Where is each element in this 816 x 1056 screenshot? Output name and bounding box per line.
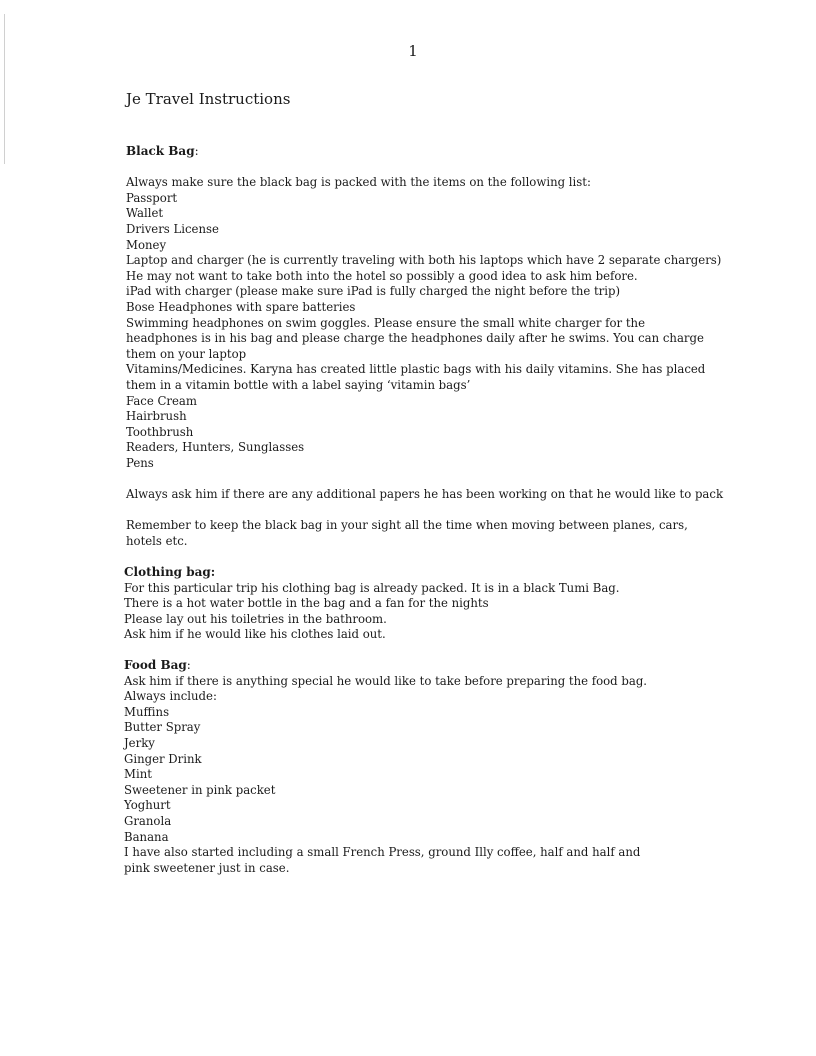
list-item: Ginger Drink	[124, 751, 202, 766]
list-item: Passport	[126, 190, 178, 205]
list-item: Bose Headphones with spare batteries	[126, 299, 356, 314]
list-item: Mint	[124, 767, 152, 782]
list-item: Swimming headphones on swim goggles. Please ensure the small white charger for the headphones is in his bag and please charge the headphones daily after he swims. You can charge them on your laptop	[126, 315, 704, 361]
list-item: Laptop and charger (he is currently traveling with both his laptops which have 2 separate chargers)	[126, 253, 722, 268]
scan-edge-line	[4, 14, 5, 164]
page-number: 1	[408, 42, 418, 60]
food-bag-section	[124, 658, 704, 876]
list-item: Drivers License	[126, 221, 219, 236]
black-bag-section	[126, 144, 724, 549]
list-item: Face Cream	[126, 393, 197, 408]
list-item: iPad with charger (please make sure iPad is fully charged the night before the trip)	[126, 284, 621, 299]
list-item: Readers, Hunters, Sunglasses	[126, 440, 305, 455]
black-bag-list	[126, 190, 722, 472]
food-bag-list	[124, 705, 704, 845]
list-item: Pens	[126, 455, 154, 470]
document-title: Je Travel Instructions	[126, 90, 291, 108]
clothing-bag-line: There is a hot water bottle in the bag and a fan for the nights	[124, 596, 489, 611]
list-item: Yoghurt	[124, 798, 171, 813]
list-item: Sweetener in pink packet	[124, 782, 276, 797]
list-item: Banana	[124, 829, 169, 844]
list-item: Butter Spray	[124, 720, 201, 735]
list-item: Muffins	[124, 704, 170, 719]
black-bag-heading: Black Bag:	[126, 144, 199, 158]
black-bag-papers-note: Always ask him if there are any additional papers he has been working on that he would like to pack	[126, 487, 724, 502]
clothing-bag-line: Ask him if he would like his clothes laid out.	[124, 627, 386, 642]
list-item: Toothbrush	[126, 424, 194, 439]
list-item: Wallet	[126, 206, 164, 221]
list-item: Money	[126, 237, 167, 252]
clothing-bag-heading: Clothing bag:	[124, 565, 216, 579]
list-item: Hairbrush	[126, 409, 187, 424]
list-item: Jerky	[124, 735, 155, 750]
black-bag-intro: Always make sure the black bag is packed with the items on the following list:	[126, 175, 591, 190]
food-bag-closing-note: I have also started including a small French Press, ground Illy coffee, half and half and pink sweetener just in case.	[124, 845, 641, 875]
clothing-bag-section	[124, 565, 704, 643]
list-item: Vitamins/Medicines. Karyna has created little plastic bags with his daily vitamins. She has placed them in a vitamin bottle with a label saying ‘vitamin bags’	[126, 362, 706, 392]
food-bag-heading: Food Bag:	[124, 658, 191, 672]
food-bag-intro: Ask him if there is anything special he would like to take before preparing the food bag.	[124, 673, 648, 688]
list-item: Granola	[124, 813, 172, 828]
black-bag-sight-note: Remember to keep the black bag in your sight all the time when moving between planes, cars, hotels etc.	[126, 518, 688, 548]
food-bag-always-include: Always include:	[124, 689, 217, 704]
clothing-bag-line: Please lay out his toiletries in the bathroom.	[124, 611, 387, 626]
list-item: He may not want to take both into the hotel so possibly a good idea to ask him before.	[126, 268, 638, 283]
clothing-bag-line: For this particular trip his clothing bag is already packed. It is in a black Tumi Bag.	[124, 580, 620, 595]
